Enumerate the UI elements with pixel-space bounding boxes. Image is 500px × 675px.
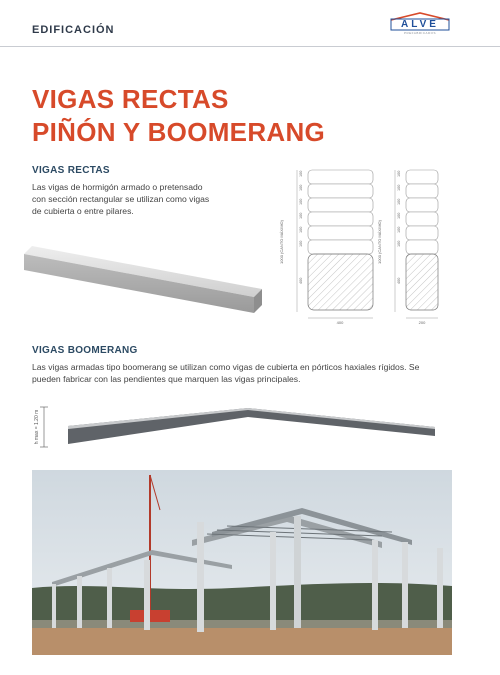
rectas-text-line: Las vigas de hormigón armado o pretensado <box>32 182 203 192</box>
left-dim-label: 100 <box>299 240 303 247</box>
section-heading-rectas: VIGAS RECTAS <box>32 165 110 176</box>
alve-logo <box>389 12 451 38</box>
left-dim-label: 400 <box>299 277 303 284</box>
right-dim-label: 100 <box>397 170 401 177</box>
right-total-dimension: 1000 (CANTO MÁXIMO) <box>377 220 382 264</box>
right-dim-label: 100 <box>397 198 401 205</box>
header-divider <box>0 46 500 47</box>
section-drawing-left <box>279 170 373 325</box>
logo-text: ALVE <box>401 19 439 30</box>
construction-site-photo <box>32 470 452 655</box>
beam-section-drawings <box>275 162 480 332</box>
rectas-text-line: con sección rectangular se utilizan como vigas <box>32 194 210 204</box>
height-dimension-label: h max = 1.20 m <box>34 409 40 445</box>
straight-beam-image <box>20 240 265 320</box>
right-dim-label: 400 <box>397 277 401 284</box>
left-dim-label: 100 <box>299 170 303 177</box>
section-heading-boomerang: VIGAS BOOMERANG <box>32 345 138 356</box>
right-dim-label: 100 <box>397 226 401 233</box>
left-width-dimension: 400 <box>336 320 344 325</box>
right-width-dimension: 200 <box>418 320 426 325</box>
section-label: EDIFICACIÓN <box>32 24 115 36</box>
right-dim-label: 100 <box>397 184 401 191</box>
page-title-line-1: VIGAS RECTAS <box>32 84 229 114</box>
rectas-description <box>32 181 262 217</box>
boomerang-description <box>32 361 472 385</box>
right-dim-label: 100 <box>397 240 401 247</box>
logo-subtext: PREFABRICADOS <box>403 31 436 35</box>
left-dim-label: 100 <box>299 212 303 219</box>
right-dim-label: 100 <box>397 212 401 219</box>
section-drawing-right <box>377 170 438 325</box>
left-dim-label: 100 <box>299 184 303 191</box>
boomerang-text-line: Las vigas armadas tipo boomerang se utilizan como vigas de cubierta en pórticos haxiales rígidos. Se <box>32 362 420 372</box>
left-dim-label: 100 <box>299 226 303 233</box>
boomerang-text-line: pueden fabricar con las pendientes que marquen las vigas principales. <box>32 374 301 384</box>
page-title-line-2: PIÑÓN Y BOOMERANG <box>32 117 326 147</box>
left-dim-label: 100 <box>299 198 303 205</box>
boomerang-beam-drawing <box>30 395 445 455</box>
page-title <box>32 83 325 149</box>
rectas-text-line: de cubierta o entre pilares. <box>32 206 134 216</box>
left-total-dimension: 1000 (CANTO MÁXIMO) <box>279 220 284 264</box>
